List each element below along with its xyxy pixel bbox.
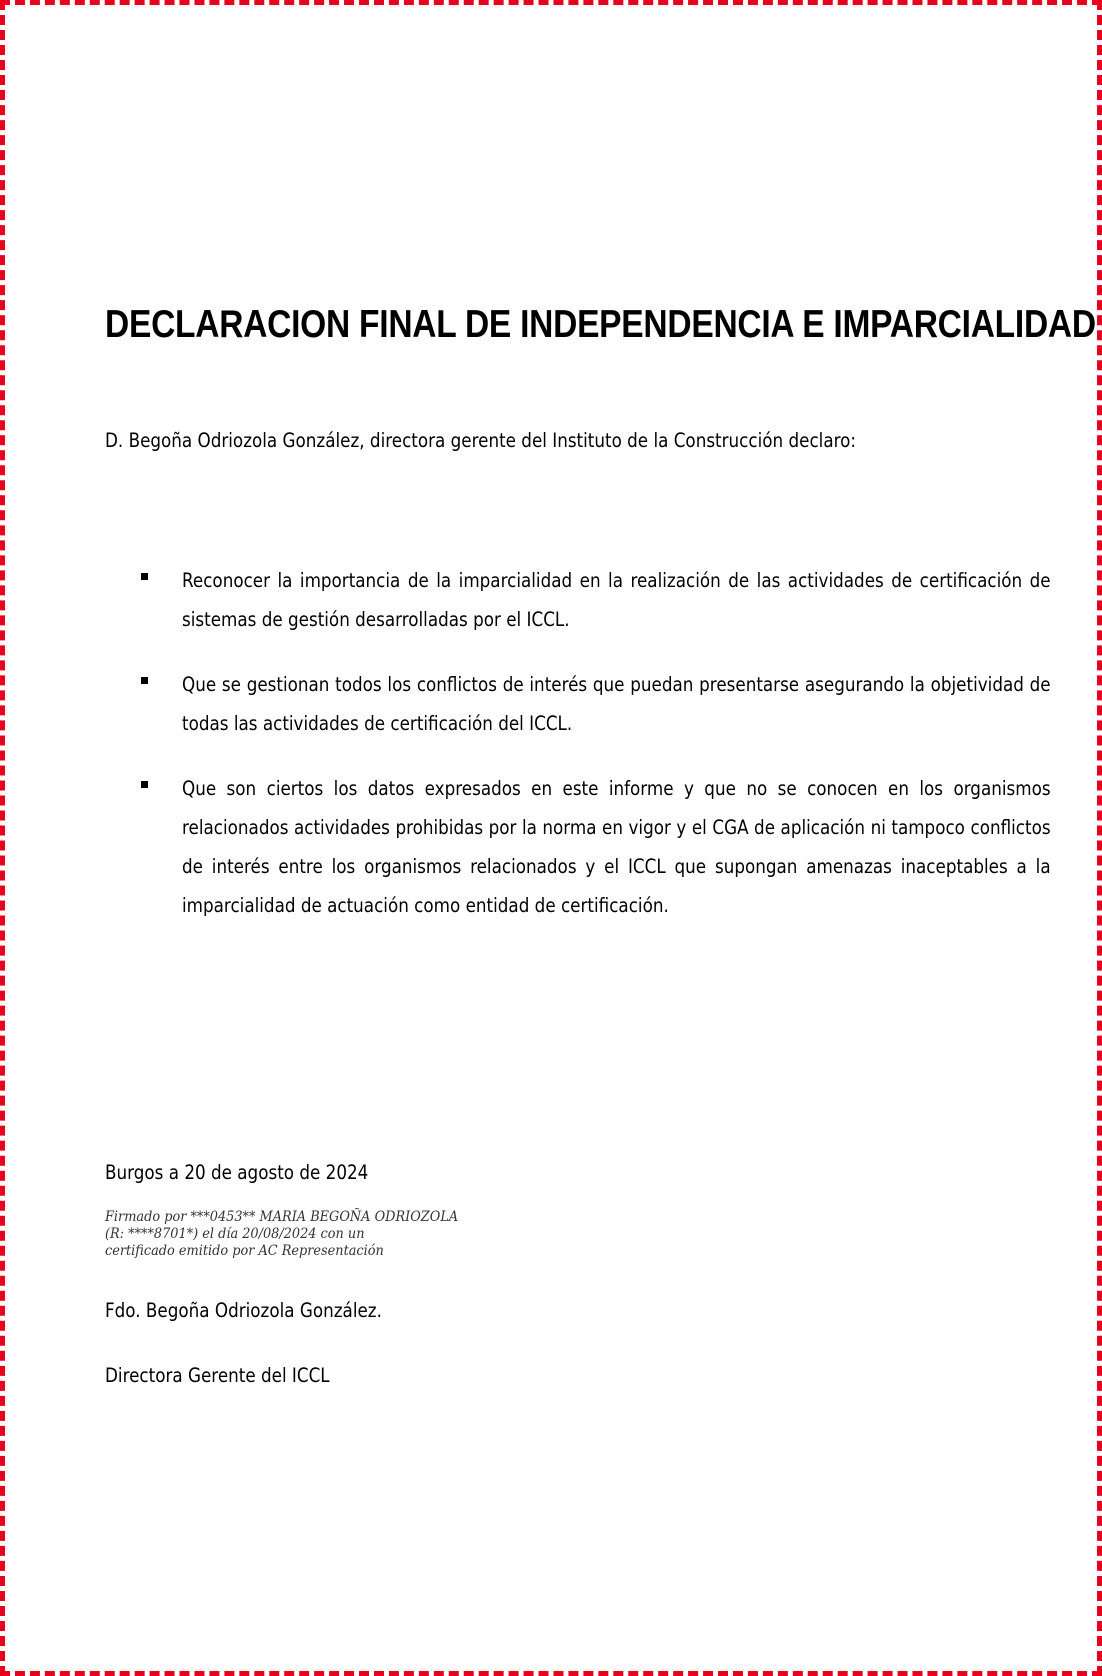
signature-stamp-line: certificado emitido por AC Representación — [105, 1243, 384, 1259]
intro-statement: D. Begoña Odriozola González, directora gerente del Instituto de la Construcción declaro: — [105, 429, 857, 452]
declaration-text: Reconocer la importancia de la imparcialidad en la realización de las actividades de certificación de sistemas de gestión desarrolladas por el ICCL. — [182, 569, 1051, 631]
declaration-text: Que son ciertos los datos expresados en este informe y que no se conocen en los organismos relacionados actividades prohibidas por la norma en vigor y el CGA de aplicación ni tampoco conflictos de interés entre los organismos relacionados y el ICCL que supongan amenazas inaceptables a la imparcialidad de actuación como entidad de certificación. — [182, 777, 1051, 917]
digital-signature-stamp — [105, 1209, 528, 1260]
place-date-line: Burgos a 20 de agosto de 2024 — [105, 1161, 369, 1184]
declaration-item — [135, 561, 1051, 639]
signature-stamp-line: (R: ****8701*) el día 20/08/2024 con un — [105, 1226, 365, 1242]
declaration-item — [135, 769, 1051, 925]
square-bullet-icon — [141, 573, 148, 580]
square-bullet-icon — [141, 781, 148, 788]
signed-by-line: Fdo. Begoña Odriozola González. — [105, 1299, 382, 1322]
declaration-item — [135, 665, 1051, 743]
signature-stamp-line: Firmado por ***0453** MARIA BEGOÑA ODRIOZOLA — [105, 1209, 459, 1225]
signer-role: Directora Gerente del ICCL — [105, 1364, 330, 1387]
declaration-text: Que se gestionan todos los conflictos de interés que puedan presentarse asegurando la objetividad de todas las actividades de certificación del ICCL. — [182, 673, 1051, 735]
declaration-list — [135, 561, 1051, 961]
square-bullet-icon — [141, 677, 148, 684]
document-title: DECLARACION FINAL DE INDEPENDENCIA E IMPARCIALIDAD — [105, 303, 1096, 346]
